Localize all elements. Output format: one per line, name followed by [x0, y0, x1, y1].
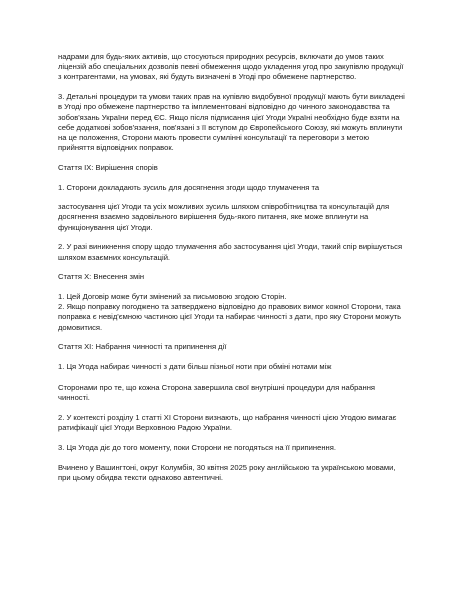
paragraph-article-11-clause-1-cont: Сторонами про те, що кожна Сторона завершила свої внутрішні процедури для набрання чинності.: [58, 383, 376, 403]
paragraph-article-9-clause-1-cont: застосування цієї Угоди та усіх можливих зусиль шляхом співробітництва та консультацій для досягнення взаємно задовільного вирішення будь-якого питання, яке може вплинути на функціонування цієї Угоди.: [58, 202, 390, 232]
paragraph-continuation: надрами для будь-яких активів, що стосуються природних ресурсів, включати до умов таких ліцензій або спеціальних дозволів певні обмеження щодо укладення угод про закупівлю продукції з контрагентами, на умовах, які будуть визначені в Угоді про обмежене партнерство.: [58, 52, 404, 82]
paragraph-article-10-clause-1: 1. Цей Договір може бути змінений за письмовою згодою Сторін.: [58, 291, 287, 301]
paragraph-article-8-clause-3: 3. Детальні процедури та умови таких прав на купівлю видобувної продукції мають бути викладені в Угоді про обмежене партнерство та імплементовані відповідно до чинного законодавства та зобов'язань України перед ЄС. Якщо після підписання цієї Угоди Україні необхідно буде взяти на себе додаткові зобов'язання, пов'язані з її вступом до Європейського Союзу, які можуть вплинути на це положення, Сторони мають провести сумлінні консультації та переговори з метою прийняття відповідних поправок.: [58, 92, 405, 153]
heading-article-9: Стаття IX: Вирішення спорів: [58, 162, 158, 172]
heading-article-10: Стаття X: Внесення змін: [58, 272, 145, 282]
heading-article-11: Стаття XI: Набрання чинності та припинення дії: [58, 342, 227, 352]
paragraph-article-9-clause-1: 1. Сторони докладають зусиль для досягнення згоди щодо тлумачення та: [58, 182, 320, 192]
paragraph-article-11-clause-2: 2. У контексті розділу 1 статті XI Сторони визнають, що набрання чинності цією Угодою вимагає ратифікації цієї Угоди Верховною Радою України.: [58, 413, 397, 433]
paragraph-article-9-clause-2: 2. У разі виникнення спору щодо тлумачення або застосування цієї Угоди, такий спір вирішується шляхом взаємних консультацій.: [58, 242, 403, 262]
paragraph-article-11-clause-1: 1. Ця Угода набирає чинності з дати більш пізньої ноти при обміні нотами між: [58, 361, 332, 371]
paragraph-article-10-clause-2: 2. Якщо поправку погоджено та затверджено відповідно до правових вимог кожної Сторони, така поправка є невід'ємною частиною цієї Угоди та набирає чинності з дати, про яку Сторони можуть домовитися.: [58, 302, 402, 332]
paragraph-signature-place-date: Вчинено у Вашингтоні, округ Колумбія, 30 квітня 2025 року англійською та українською мовами, при цьому обидва тексти однаково автентичні.: [58, 462, 396, 482]
paragraph-article-11-clause-3: 3. Ця Угода діє до того моменту, поки Сторони не погодяться на її припинення.: [58, 442, 336, 452]
